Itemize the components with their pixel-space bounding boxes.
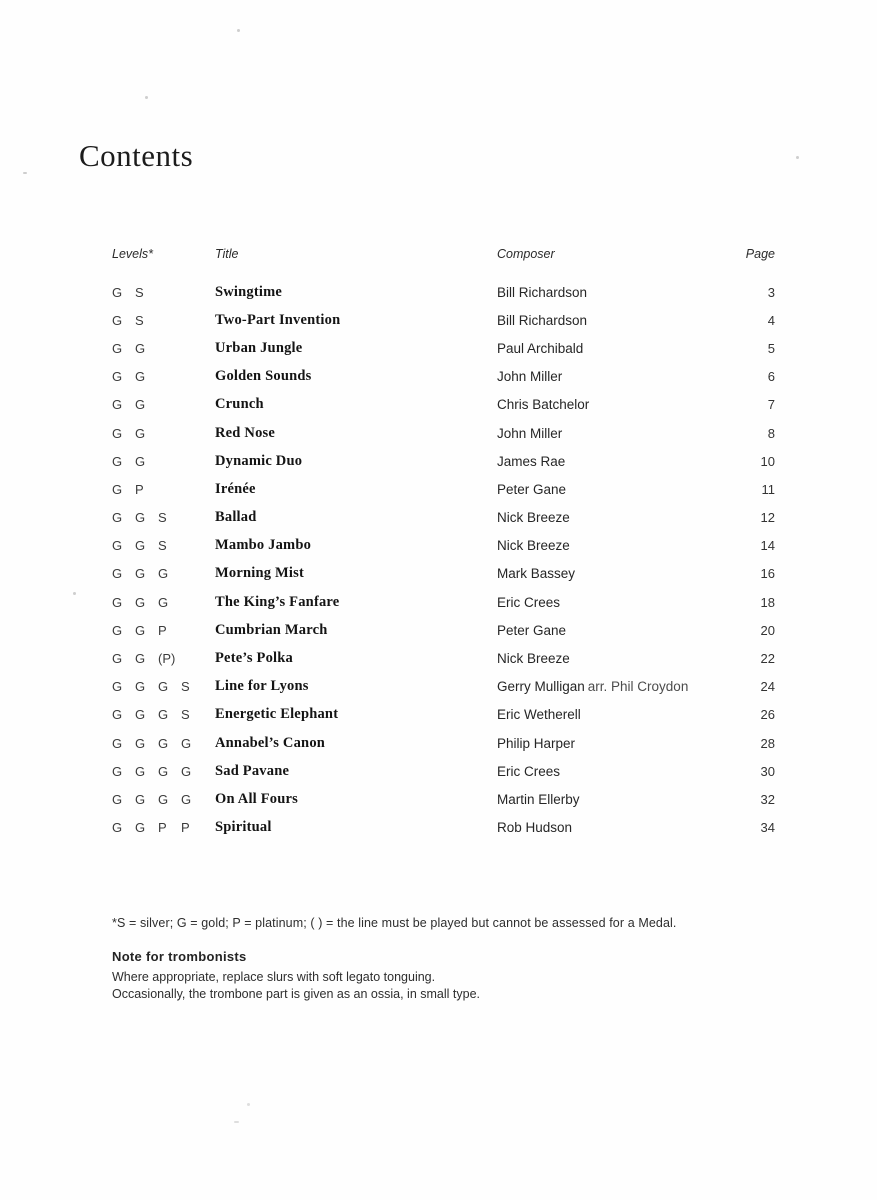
composer-cell <box>497 651 725 666</box>
composer-name: Peter Gane <box>497 481 567 497</box>
levels-cell <box>112 285 215 300</box>
page-number-cell: 8 <box>767 425 775 441</box>
scan-speck <box>247 1103 250 1106</box>
title-cell: Swingtime <box>215 283 283 300</box>
level-badge: G <box>112 453 123 469</box>
composer-name: Philip Harper <box>497 735 576 751</box>
page-number-cell: 12 <box>760 510 775 526</box>
composer-name: Chris Batchelor <box>497 397 590 413</box>
level-badge: G <box>112 369 123 385</box>
title-cell: Ballad <box>215 509 257 526</box>
composer-name: Nick Breeze <box>497 538 570 554</box>
title-cell: Morning Mist <box>215 565 304 582</box>
levels-footnote: *S = silver; G = gold; P = platinum; ( ) = the line must be played but cannot be assessed for a Medal. <box>112 916 677 930</box>
page-number-cell: 3 <box>767 284 775 300</box>
level-badge: P <box>158 622 167 638</box>
title-cell: Sad Pavane <box>215 762 290 779</box>
table-row <box>112 447 775 475</box>
level-badge: G <box>135 679 146 695</box>
scan-speck <box>796 156 799 159</box>
page-title: Contents <box>79 138 194 173</box>
table-row <box>112 616 775 644</box>
levels-cell <box>112 454 215 469</box>
page-number-cell: 26 <box>760 707 775 723</box>
level-badge: G <box>181 735 192 751</box>
composer-name: Gerry Mulligan <box>497 679 585 695</box>
composer-name: Martin Ellerby <box>497 791 580 807</box>
page-number-cell: 7 <box>767 397 775 413</box>
level-badge: G <box>181 791 192 807</box>
composer-cell <box>497 679 725 694</box>
title-cell: Irénée <box>215 480 256 497</box>
level-badge: G <box>181 763 192 779</box>
scan-speck <box>234 1121 239 1123</box>
composer-cell <box>497 792 725 807</box>
table-row <box>112 278 775 306</box>
level-badge: G <box>112 594 123 610</box>
levels-cell <box>112 595 215 610</box>
table-row <box>112 588 775 616</box>
composer-name: Paul Archibald <box>497 340 584 356</box>
level-badge: G <box>135 453 146 469</box>
title-cell: Urban Jungle <box>215 339 303 356</box>
level-badge: G <box>112 538 123 554</box>
levels-cell <box>112 679 215 694</box>
levels-cell <box>112 764 215 779</box>
table-row <box>112 644 775 672</box>
title-cell: On All Fours <box>215 790 298 807</box>
composer-name: Bill Richardson <box>497 284 588 300</box>
levels-cell <box>112 341 215 356</box>
arranger-name: arr. Phil Croydon <box>587 679 689 695</box>
table-row <box>112 814 775 842</box>
page-number-cell: 4 <box>767 312 775 328</box>
trombonist-note <box>112 949 480 1003</box>
level-badge: S <box>181 707 190 723</box>
levels-cell <box>112 820 215 835</box>
composer-name: Rob Hudson <box>497 820 573 836</box>
composer-cell <box>497 369 725 384</box>
title-cell: Dynamic Duo <box>215 452 303 469</box>
level-badge: G <box>112 340 123 356</box>
page-number-cell: 24 <box>760 679 775 695</box>
table-row <box>112 504 775 532</box>
title-cell: Spiritual <box>215 819 272 836</box>
level-badge: G <box>135 791 146 807</box>
level-badge: G <box>112 510 123 526</box>
table-row <box>112 419 775 447</box>
composer-cell <box>497 707 725 722</box>
page-number-cell: 32 <box>760 791 775 807</box>
level-badge: G <box>112 763 123 779</box>
composer-name: Nick Breeze <box>497 651 570 667</box>
level-badge: S <box>181 679 190 695</box>
composer-cell <box>497 566 725 581</box>
levels-cell <box>112 482 215 497</box>
level-badge: G <box>135 622 146 638</box>
level-badge: G <box>112 791 123 807</box>
title-cell: Line for Lyons <box>215 678 309 695</box>
levels-cell <box>112 510 215 525</box>
table-row <box>112 306 775 334</box>
table-row <box>112 785 775 813</box>
note-line-2: Occasionally, the trombone part is given as an ossia, in small type. <box>112 987 480 1002</box>
level-badge: G <box>158 566 169 582</box>
title-cell: Energetic Elephant <box>215 706 339 723</box>
level-badge: G <box>158 594 169 610</box>
table-header-row <box>112 247 775 261</box>
level-badge: (P) <box>158 651 176 667</box>
level-badge: G <box>158 679 169 695</box>
composer-cell <box>497 538 725 553</box>
levels-cell <box>112 623 215 638</box>
level-badge: S <box>158 510 167 526</box>
composer-name: Eric Crees <box>497 763 561 779</box>
level-badge: S <box>158 538 167 554</box>
page-number-cell: 16 <box>760 566 775 582</box>
composer-cell <box>497 426 725 441</box>
table-row <box>112 334 775 362</box>
composer-name: James Rae <box>497 453 566 469</box>
title-cell: Golden Sounds <box>215 368 312 385</box>
scan-speck <box>145 96 148 99</box>
page-number-cell: 34 <box>760 820 775 836</box>
page-number-cell: 6 <box>767 369 775 385</box>
level-badge: G <box>135 763 146 779</box>
level-badge: G <box>135 651 146 667</box>
level-badge: P <box>158 820 167 836</box>
level-badge: G <box>112 622 123 638</box>
table-row <box>112 475 775 503</box>
title-cell: Cumbrian March <box>215 621 328 638</box>
scan-speck <box>23 172 27 174</box>
level-badge: G <box>112 312 123 328</box>
levels-cell <box>112 566 215 581</box>
composer-name: Nick Breeze <box>497 510 570 526</box>
level-badge: G <box>135 397 146 413</box>
level-badge: G <box>135 707 146 723</box>
title-cell: The King’s Fanfare <box>215 593 340 610</box>
level-badge: G <box>158 707 169 723</box>
composer-name: Eric Crees <box>497 594 561 610</box>
levels-cell <box>112 369 215 384</box>
level-badge: G <box>135 538 146 554</box>
header-levels: Levels* <box>112 247 153 261</box>
composer-cell <box>497 820 725 835</box>
level-badge: G <box>158 735 169 751</box>
level-badge: G <box>112 284 123 300</box>
levels-cell <box>112 313 215 328</box>
composer-cell <box>497 510 725 525</box>
level-badge: G <box>135 369 146 385</box>
scan-speck <box>73 592 76 595</box>
level-badge: G <box>135 735 146 751</box>
page-number-cell: 10 <box>760 453 775 469</box>
note-line-1: Where appropriate, replace slurs with soft legato tonguing. <box>112 970 436 984</box>
table-row <box>112 560 775 588</box>
title-cell: Annabel’s Canon <box>215 734 326 751</box>
level-badge: G <box>112 566 123 582</box>
composer-cell <box>497 313 725 328</box>
header-page: Page <box>745 247 775 261</box>
level-badge: G <box>158 763 169 779</box>
levels-cell <box>112 707 215 722</box>
table-row <box>112 391 775 419</box>
page-number-cell: 28 <box>760 735 775 751</box>
table-row <box>112 363 775 391</box>
level-badge: G <box>112 397 123 413</box>
level-badge: G <box>135 594 146 610</box>
page-number-cell: 20 <box>760 622 775 638</box>
composer-name: Mark Bassey <box>497 566 576 582</box>
composer-cell <box>497 595 725 610</box>
composer-cell <box>497 397 725 412</box>
contents-table <box>112 247 775 842</box>
level-badge: G <box>112 481 123 497</box>
page-number-cell: 18 <box>760 594 775 610</box>
title-cell: Pete’s Polka <box>215 650 293 667</box>
composer-cell <box>497 482 725 497</box>
level-badge: G <box>112 679 123 695</box>
level-badge: G <box>112 651 123 667</box>
composer-name: Eric Wetherell <box>497 707 581 723</box>
level-badge: G <box>158 791 169 807</box>
page-number-cell: 30 <box>760 763 775 779</box>
level-badge: P <box>135 481 144 497</box>
table-body <box>112 278 775 842</box>
level-badge: G <box>135 425 146 441</box>
levels-cell <box>112 651 215 666</box>
level-badge: G <box>135 340 146 356</box>
composer-cell <box>497 454 725 469</box>
level-badge: S <box>135 284 144 300</box>
level-badge: G <box>112 707 123 723</box>
table-row <box>112 673 775 701</box>
table-row <box>112 757 775 785</box>
table-row <box>112 729 775 757</box>
title-cell: Mambo Jambo <box>215 537 312 554</box>
levels-cell <box>112 538 215 553</box>
level-badge: G <box>112 820 123 836</box>
level-badge: G <box>135 510 146 526</box>
composer-name: Peter Gane <box>497 622 567 638</box>
title-cell: Two-Part Invention <box>215 311 341 328</box>
levels-cell <box>112 397 215 412</box>
title-cell: Red Nose <box>215 424 275 441</box>
composer-cell <box>497 341 725 356</box>
composer-cell <box>497 623 725 638</box>
level-badge: G <box>112 735 123 751</box>
title-cell: Crunch <box>215 396 264 413</box>
table-row <box>112 701 775 729</box>
level-badge: G <box>135 566 146 582</box>
composer-cell <box>497 736 725 751</box>
header-composer: Composer <box>497 247 555 261</box>
level-badge: S <box>135 312 144 328</box>
composer-name: Bill Richardson <box>497 312 588 328</box>
composer-cell <box>497 764 725 779</box>
level-badge: G <box>135 820 146 836</box>
table-row <box>112 532 775 560</box>
level-badge: P <box>181 820 190 836</box>
page-number-cell: 14 <box>760 538 775 554</box>
header-title: Title <box>215 247 239 261</box>
scan-speck <box>237 29 240 32</box>
composer-cell <box>497 285 725 300</box>
composer-name: John Miller <box>497 369 563 385</box>
levels-cell <box>112 426 215 441</box>
page-number-cell: 22 <box>760 651 775 667</box>
composer-name: John Miller <box>497 425 563 441</box>
levels-cell <box>112 792 215 807</box>
levels-cell <box>112 736 215 751</box>
note-heading: Note for trombonists <box>112 949 247 964</box>
page-number-cell: 11 <box>761 481 775 497</box>
page-number-cell: 5 <box>767 340 775 356</box>
level-badge: G <box>112 425 123 441</box>
